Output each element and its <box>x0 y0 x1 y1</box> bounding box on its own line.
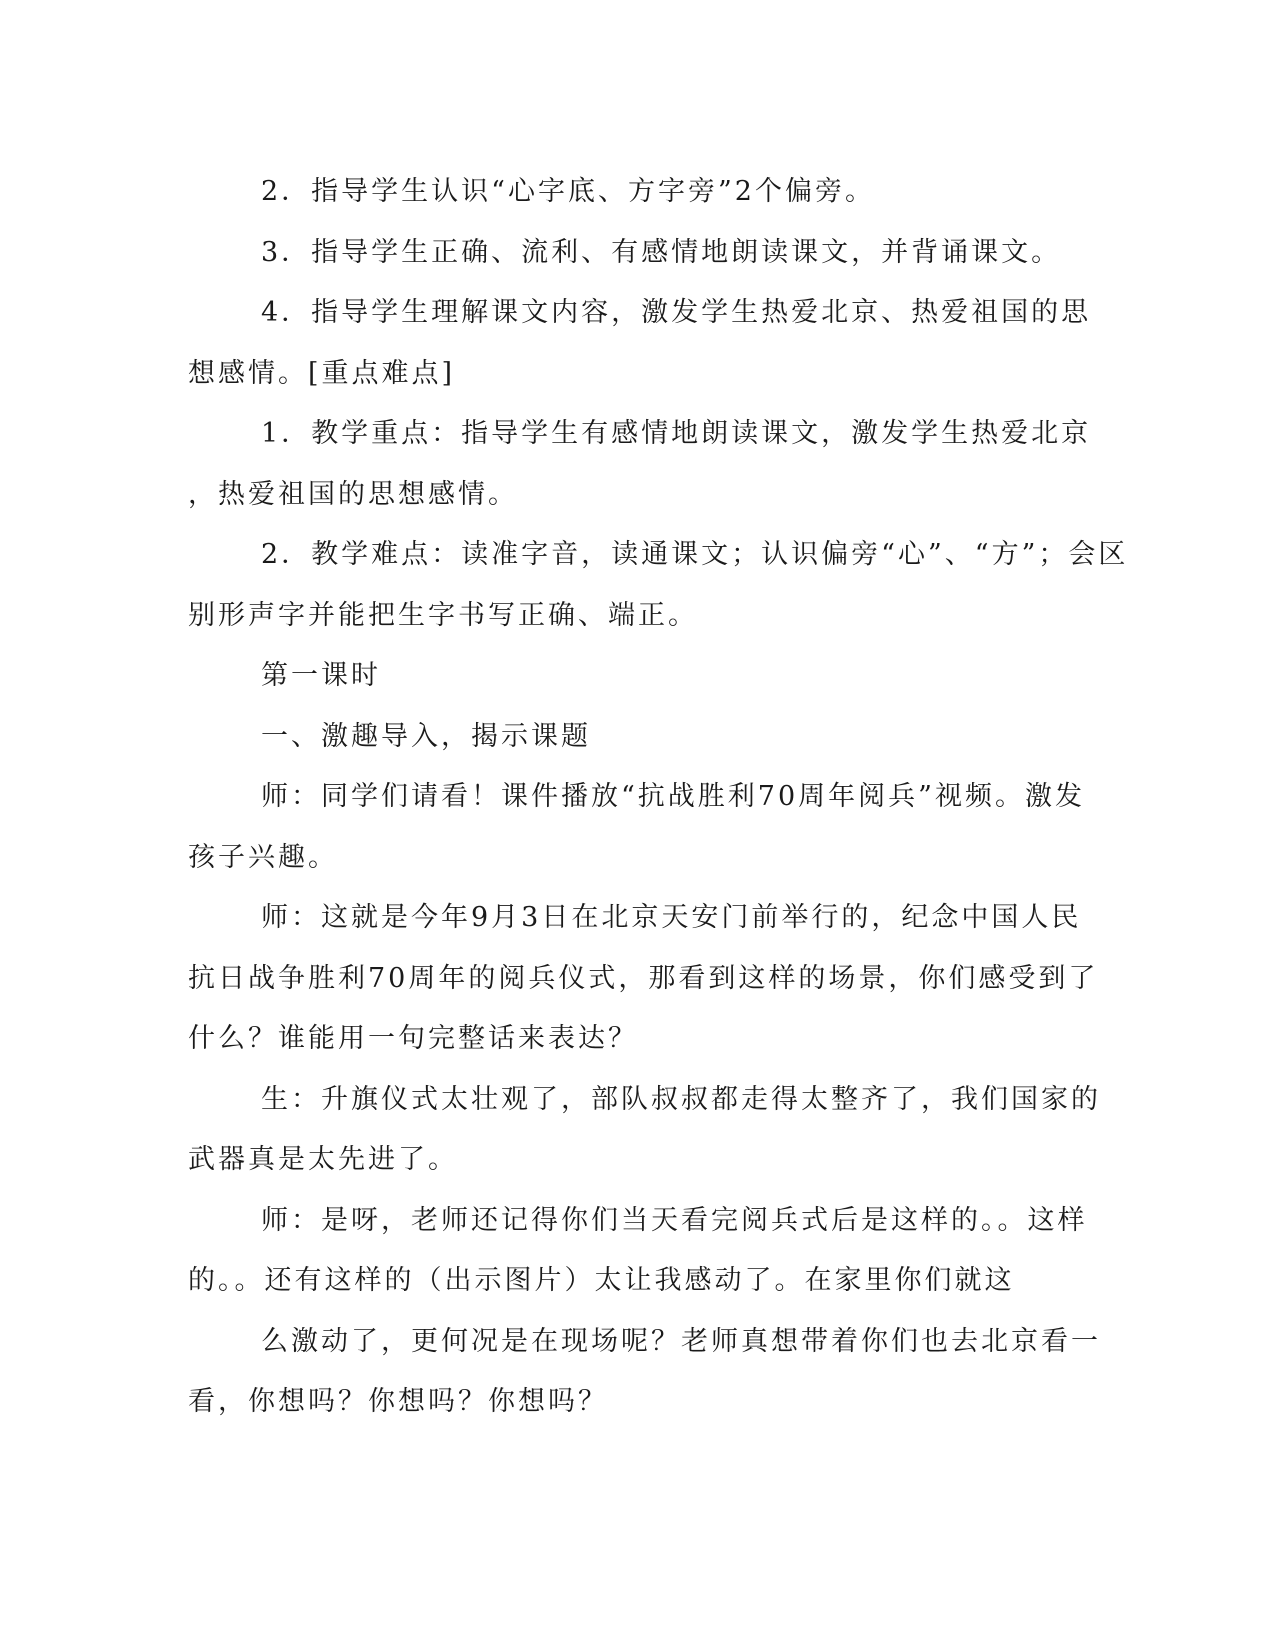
text-line: 孩子兴趣。 <box>188 841 338 873</box>
text-line: 想感情。[重点难点] <box>188 357 456 389</box>
section-heading: 一、激趣导入，揭示课题 <box>261 720 591 752</box>
text-line: 2．教学难点：读准字音，读通课文；认识偏旁“心”、“方”；会区 <box>261 539 1129 570</box>
text-line: 什么？谁能用一句完整话来表达？ <box>188 1023 638 1054</box>
text-line: 师：这就是今年9月3日在北京天安门前举行的，纪念中国人民 <box>261 902 1082 933</box>
text-line: 别形声字并能把生字书写正确、端正。 <box>188 599 698 631</box>
text-line: 生：升旗仪式太壮观了，部队叔叔都走得太整齐了，我们国家的 <box>261 1083 1101 1115</box>
text-line: 抗日战争胜利70周年的阅兵仪式，那看到这样的场景，你们感受到了 <box>188 962 1099 994</box>
text-line: 么激动了，更何况是在现场呢？老师真想带着你们也去北京看一 <box>261 1325 1101 1357</box>
text-line: 的。。还有这样的（出示图片）太让我感动了。在家里你们就这 <box>188 1265 1015 1296</box>
text-line: 1．教学重点：指导学生有感情地朗读课文，激发学生热爱北京 <box>261 418 1092 449</box>
text-line: 3．指导学生正确、流利、有感情地朗读课文，并背诵课文。 <box>261 236 1062 268</box>
text-line: 武器真是太先进了。 <box>188 1144 458 1175</box>
text-line: 师：同学们请看！课件播放“抗战胜利70周年阅兵”视频。激发 <box>261 781 1085 812</box>
text-line: ，热爱祖国的思想感情。 <box>188 478 518 510</box>
text-line: 师：是呀，老师还记得你们当天看完阅兵式后是这样的。。这样 <box>261 1204 1088 1236</box>
section-heading: 第一课时 <box>261 660 381 691</box>
text-line: 看，你想吗？你想吗？你想吗？ <box>188 1386 608 1417</box>
document-body <box>188 162 1129 1433</box>
text-line: 4．指导学生理解课文内容，激发学生热爱北京、热爱祖国的思 <box>261 297 1092 328</box>
text-line: 2．指导学生认识“心字底、方字旁”2个偏旁。 <box>261 176 875 207</box>
